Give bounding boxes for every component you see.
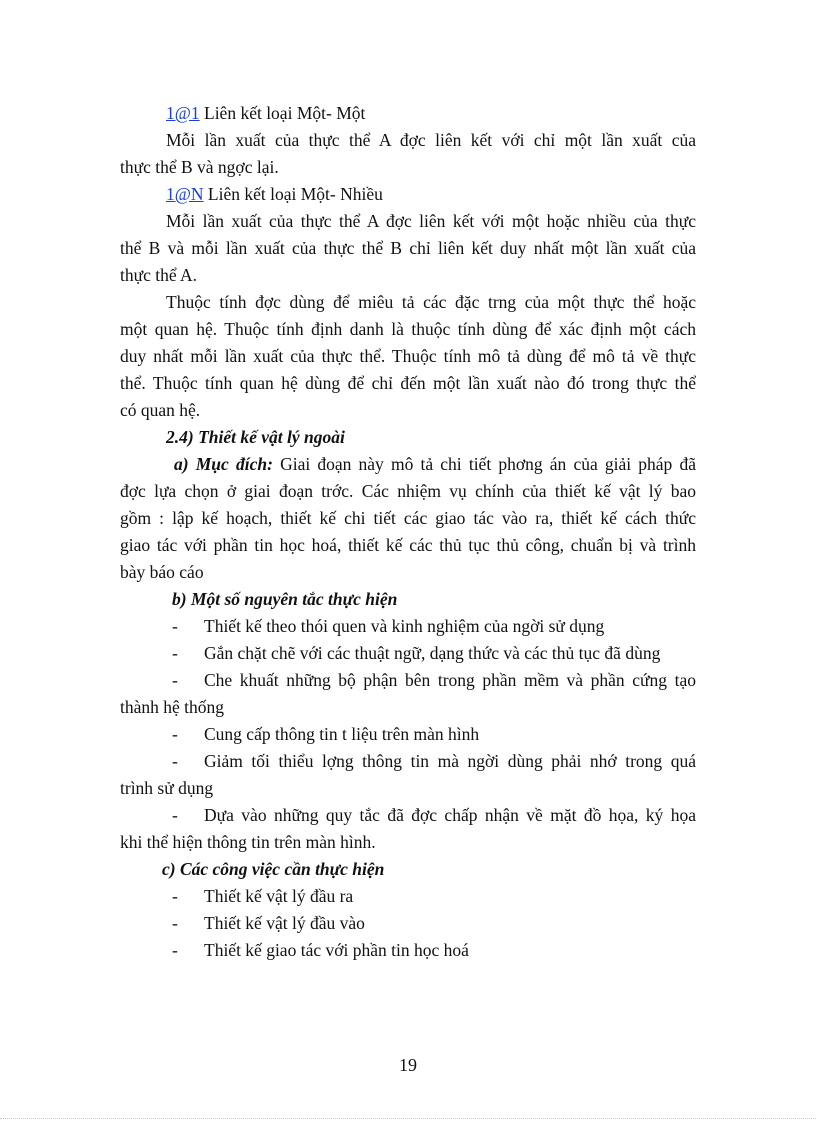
dash-bullet: -: [172, 724, 178, 744]
dash-bullet: -: [172, 913, 178, 933]
list-item-cont: thành hệ thống: [120, 697, 225, 717]
subsection-a-text: Giai đoạn này mô tả chi tiết phơng án của giải pháp đã: [272, 454, 696, 474]
subsection-b-heading: b) Một số nguyên tắc thực hiện: [172, 589, 398, 609]
body-line: đợc lựa chọn ở giai đoạn trớc. Các nhiệm vụ chính của thiết kế vật lý bao: [120, 481, 696, 501]
list-item: Thiết kế vật lý đầu ra: [204, 886, 354, 906]
dash-bullet: -: [172, 886, 178, 906]
list-item: Gắn chặt chẽ với các thuật ngữ, dạng thức và các thủ tục đã dùng: [204, 643, 661, 663]
list-item: Thiết kế theo thói quen và kinh nghiệm của ngời sử dụng: [204, 616, 605, 636]
page-number: 19: [399, 1055, 417, 1075]
list-item-cont: trình sử dụng: [120, 778, 214, 798]
list-item: Dựa vào những quy tắc đã đợc chấp nhận về mặt đồ họa, ký họa: [204, 805, 696, 825]
relation-1-n-text: Liên kết loại Một- Nhiều: [203, 184, 383, 204]
list-item: Thiết kế giao tác với phần tin học hoá: [204, 940, 469, 960]
body-line: Mỗi lần xuất của thực thể A đợc liên kết với một hoặc nhiều của thực: [166, 211, 696, 231]
body-line: có quan hệ.: [120, 400, 201, 420]
body-line: duy nhất mỗi lần xuất của thực thể. Thuộc tính mô tả dùng để mô tả về thực: [120, 346, 696, 366]
dash-bullet: -: [172, 805, 178, 825]
dash-bullet: -: [172, 670, 178, 690]
body-line: gồm : lập kế hoạch, thiết kế chi tiết các giao tác vào ra, thiết kế cách thức: [120, 508, 696, 528]
body-line: giao tác với phần tin học hoá, thiết kế các thủ tục thủ công, chuẩn bị và trình: [120, 535, 696, 555]
body-line: thể B và mỗi lần xuất của thực thể B chỉ liên kết duy nhất một lần xuất của: [120, 238, 696, 258]
subsection-a-label: a) Mục đích:: [174, 454, 273, 474]
subsection-c-heading: c) Các công việc cần thực hiện: [162, 859, 385, 879]
list-item: Che khuất những bộ phận bên trong phần mềm và phần cứng tạo: [204, 670, 696, 690]
section-heading: 2.4) Thiết kế vật lý ngoài: [166, 427, 345, 447]
body-line: thể. Thuộc tính quan hệ dùng để chỉ đến một lần xuất nào đó trong thực thể: [120, 373, 696, 393]
body-line: bày báo cáo: [120, 562, 204, 582]
page-border: [0, 1118, 816, 1119]
list-item-cont: khi thể hiện thông tin trên màn hình.: [120, 832, 376, 852]
list-item: Giảm tối thiểu lợng thông tin mà ngời dùng phải nhớ trong quá: [204, 751, 696, 771]
subsection-a-line: [174, 453, 696, 475]
body-line: Thuộc tính đợc dùng để miêu tả các đặc trng của một thực thể hoặc: [166, 292, 696, 312]
body-line: thực thể B và ngợc lại.: [120, 157, 279, 177]
list-item: Thiết kế vật lý đầu vào: [204, 913, 365, 933]
body-line: thực thể A.: [120, 265, 198, 285]
relation-1-1-text: Liên kết loại Một- Một: [199, 103, 366, 123]
dash-bullet: -: [172, 940, 178, 960]
dash-bullet: -: [172, 616, 178, 636]
list-item: Cung cấp thông tin t liệu trên màn hình: [204, 724, 480, 744]
body-line: Mỗi lần xuất của thực thể A đợc liên kết với chỉ một lần xuất của: [166, 130, 696, 150]
relation-1-1-line: [166, 102, 365, 124]
relation-1-n-link[interactable]: 1@N: [166, 184, 204, 204]
relation-1-n-line: [166, 183, 383, 205]
body-line: một quan hệ. Thuộc tính định danh là thuộc tính dùng để xác định một cách: [120, 319, 696, 339]
dash-bullet: -: [172, 643, 178, 663]
relation-1-1-link[interactable]: 1@1: [166, 103, 200, 123]
dash-bullet: -: [172, 751, 178, 771]
